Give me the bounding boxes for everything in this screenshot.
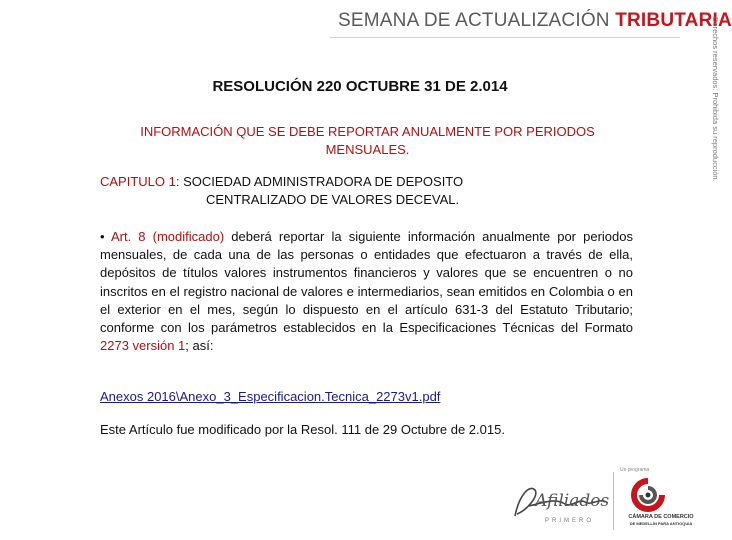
modification-note: Este Artículo fue modificado por la Resol. 111 de 29 Octubre de 2.015. bbox=[100, 422, 505, 437]
chamber-logo-icon bbox=[628, 478, 668, 512]
chamber-name-1: CÁMARA DE COMERCIO bbox=[628, 514, 694, 520]
article-paragraph bbox=[100, 228, 633, 355]
chapter-heading bbox=[100, 173, 463, 209]
chapter-label: CAPITULO 1: bbox=[100, 174, 180, 189]
chapter-title-2: CENTRALIZADO DE VALORES DECEVAL. bbox=[206, 192, 460, 207]
signature-sub: PRIMERO bbox=[545, 518, 595, 524]
sponsor-label: Un programa bbox=[620, 467, 650, 473]
vertical-copyright bbox=[703, 12, 720, 217]
footer-divider bbox=[613, 472, 614, 530]
slide-subtitle: INFORMACIÓN QUE SE DEBE REPORTAR ANUALMENTE POR PERIODOS MENSUALES. bbox=[140, 124, 595, 157]
article-text-end: ; así: bbox=[185, 338, 214, 354]
chapter-line-1 bbox=[100, 173, 463, 191]
chamber-name-2: DE MEDELLÍN PARA ANTIOQUIA bbox=[629, 521, 693, 526]
copyright-text: Derechos reservados. Prohibida su reproducción. bbox=[711, 17, 720, 182]
chamber-name bbox=[616, 514, 706, 526]
header-divider bbox=[330, 37, 680, 38]
afiliados-signature-logo bbox=[505, 476, 615, 532]
article-label: Art. 8 (modificado) bbox=[110, 229, 225, 244]
event-header bbox=[338, 10, 732, 32]
bullet: • bbox=[100, 229, 105, 244]
slide-title: RESOLUCIÓN 220 OCTUBRE 31 DE 2.014 bbox=[212, 78, 508, 95]
format-version: 2273 versión 1 bbox=[100, 338, 186, 354]
article-text: deberá reportar la siguiente información anualmente por periodos mensuales, de cada una de las personas o entidades que efectuaron a través de ella, depósitos de títulos valores instrumentos financieros y valores que se encuentren o no inscritos en el registro nacional de valores e intermediarios, sean emitidos en Colombia o en el exterior en el mes, según lo dispuesto en el artículo 631-3 del Estatuto Tributario; conforme con los parámetros establecidos en la Especificaciones Técnicas del Formato bbox=[100, 229, 633, 336]
annex-pdf-link[interactable]: Anexos 2016\Anexo_3_Especificacion.Tecnica_2273v1.pdf bbox=[100, 389, 441, 404]
signature-script: Afiliados bbox=[535, 491, 610, 511]
chapter-title-1: SOCIEDAD ADMINISTRADORA DE DEPOSITO bbox=[183, 174, 464, 189]
header-title-bold: TRIBUTARIA bbox=[615, 10, 732, 31]
header-title-plain: SEMANA DE ACTUALIZACIÓN bbox=[338, 10, 610, 31]
